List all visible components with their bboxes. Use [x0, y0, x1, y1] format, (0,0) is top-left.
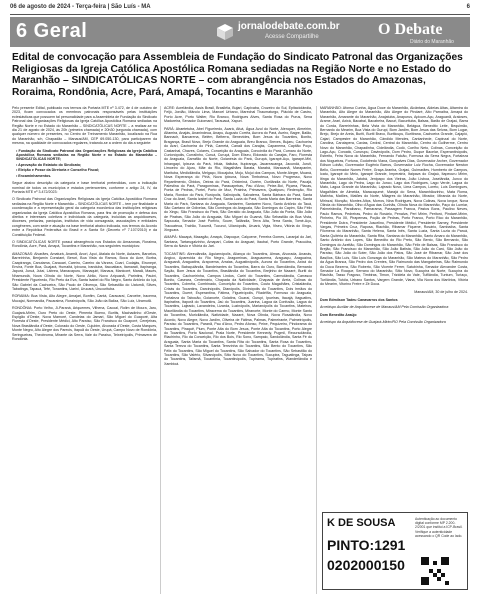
section-title: 6 Geral — [16, 20, 88, 42]
agenda-list — [16, 149, 157, 178]
signatory-role: Arcebispo Auxiliar de Arquidiocese de Manaus/AM Pela Comissão Organizadora — [320, 305, 449, 310]
paragraph: O Sindicato Patronal das Organizações Religiosas da Igreja Católica Apostólica Romana sediadas na Região Norte e Maranhão – SINDICATÓLICAS NORTE – tem por finalidade a coordenação e a representação geral da categoria econômica das instituições religiosas organizadas da Igreja Católica Apostólica Romana, para fins de promoção e defesa dos direitos e interesses coletivos e individuais da categoria, incluídas as arquidioceses, dioceses, prelazias, paróquias, institutos de vida consagrada, associações e entidades congêneres, com sede e atuação na base territorial abaixo indicada, nos termos do Acordo entre a República Federativa do Brasil e a Santa Sé (Decreto nº 7.107/2010) e da Constituição Federal. — [12, 197, 157, 237]
place-date: Manaus/AM, 30 de julho de 2024. — [414, 289, 468, 294]
article-column-3 — [320, 106, 468, 508]
paragraph-amazonas: AMAZONAS: Alvarães, Amaturá, Anamã, Anori, Apuí, Atalaia do Norte, Autazes, Barcelos, Barreirinha, Benjamin Constant, Beruri, Boa Vista do Ramos, Boca do Acre, Borba, Caapiranga, Canutama, Carauari, Careiro, Careiro da Várzea, Coari, Codajás, Eirunepé, Envira, Fonte Boa, Guajará, Humaitá, Ipixuna, Iranduba, Itacoatiara, Itamarati, Itapiranga, Japurá, Juruá, Jutaí, Lábrea, Manacapuru, Manaquiri, Manaus, Manicoré, Maraã, Maués, Nhamundá, Nova Olinda do Norte, Novo Airão, Novo Aripuanã, Parintins, Pauini, Presidente Figueiredo, Rio Preto da Eva, Santa Isabel do Rio Negro, Santo Antônio do Içá, São Gabriel da Cachoeira, São Paulo de Olivença, São Sebastião do Uatumã, Silves, Tabatinga, Tapauá, Tefé, Tonantins, Uarini, Urucará, Urucurituba. — [12, 251, 157, 292]
paragraph-tocantins: TOCANTINS: Abreulândia, Aguiarnópolis, Aliança do Tocantins, Almas, Alvorada, Ananás, Angico, Aparecida do Rio Negro, Aragominas, Araguacema, Araguaçu, Araguaína, Araguanã, Araguatins, Arapoema, Arraias, Augustinópolis, Aurora do Tocantins, Axixá do Tocantins, Babaçulândia, Bandeirantes do Tocantins, Barra do Ouro, Barrolândia, Bernardo Sayão, Bom Jesus do Tocantins, Brasilândia do Tocantins, Brejinho de Nazaré, Buriti do Tocantins, Cachoeirinha, Campos Lindos, Cariri do Tocantins, Carmolândia, Carrasco Bonito, Caseara, Centenário, Chapada da Natividade, Chapada de Areia, Colinas do Tocantins, Colméia, Combinado, Conceição do Tocantins, Couto Magalhães, Cristalândia, Crixás do Tocantins, Darcinópolis, Dianópolis, Divinópolis do Tocantins, Dois Irmãos do Tocantins, Dueré, Esperantina, Fátima, Figueirópolis, Filadélfia, Formoso do Araguaia, Fortaleza do Tabocão, Goianorte, Goiatins, Guaraí, Gurupi, Ipueiras, Itacajá, Itaguatins, Itapiratins, Itaporã do Tocantins, Jaú do Tocantins, Juarina, Lagoa da Confusão, Lagoa do Tocantins, Lajeado, Lavandeira, Lizarda, Luzinópolis, Marianópolis do Tocantins, Mateiros, Maurilândia do Tocantins, Miracema do Tocantins, Miranorte, Monte do Carmo, Monte Santo do Tocantins, Muricilândia, Natividade, Nazaré, Nova Olinda, Nova Rosalândia, Novo Acordo, Novo Alegre, Novo Jardim, Oliveira de Fátima, Palmas, Palmeirante, Palmeirópolis, Paraíso do Tocantins, Paranã, Pau d'Arco, Pedro Afonso, Peixe, Pequizeiro, Pindorama do Tocantins, Piraquê, Pium, Ponte Alta do Bom Jesus, Ponte Alta do Tocantins, Porto Alegre do Tocantins, Porto Nacional, Praia Norte, Presidente Kennedy, Pugmil, Recursolândia, Riachinho, Rio da Conceição, Rio dos Bois, Rio Sono, Sampaio, Sandolândia, Santa Fé do Araguaia, Santa Maria do Tocantins, Santa Rita do Tocantins, Santa Rosa do Tocantins, Santa Tereza do Tocantins, Santa Terezinha do Tocantins, São Bento do Tocantins, São Félix do Tocantins, São Miguel do Tocantins, São Salvador do Tocantins, São Sebastião do Tocantins, São Valério, Silvanópolis, Sítio Novo do Tocantins, Sucupira, Taguatinga, Taipas do Tocantins, Talismã, Tocantínia, Tocantinópolis, Tupirama, Tupiratins, Wanderlândia e Xambioá. — [164, 251, 312, 366]
top-bar — [10, 4, 470, 14]
article-column-2 — [164, 106, 312, 594]
signatory-name: Dom Benedito Araújo — [320, 312, 357, 317]
paragraph-acre: ACRE: Acrelândia, Assis Brasil, Brasiléia, Bujari, Capixaba, Cruzeiro do Sul, Epitaciolândia, Feijó, Jordão, Mâncio Lima, Manoel Urbano, Marechal Thaumaturgo, Plácido de Castro, Porto Acre, Porto Walter, Rio Branco, Rodrigues Alves, Santa Rosa do Purus, Sena Madureira, Senador Guiomard, Tarauacá, Xapuri. — [164, 106, 312, 124]
agenda-item: • Aprovação do Estatuto do Sindicato; — [16, 163, 157, 167]
paragraph: O SINDICATÓLICAS NORTE possui abrangência nos Estados do Amazonas, Roraima, Rondônia, Acre, Pará, Amapá, Tocantins e Maranhão, nos seguintes municípios: — [12, 239, 157, 249]
paragraph-para: PARÁ: Abaetetuba, Abel Figueiredo, Acará, Afuá, Água Azul do Norte, Alenquer, Almeirim, Altamira, Anajás, Ananindeua, Anapu, Augusto Corrêa, Aurora do Pará, Aveiro, Bagre, Baião, Bannach, Barcarena, Belém, Belterra, Benevides, Bom Jesus do Tocantins, Bonito, Bragança, Brasil Novo, Brejo Grande do Araguaia, Breu Branco, Breves, Bujaru, Cachoeira do Arari, Cachoeira do Piriá, Cametá, Canaã dos Carajás, Capanema, Capitão Poço, Castanhal, Chaves, Colares, Conceição do Araguaia, Concórdia do Pará, Cumaru do Norte, Curionópolis, Curralinho, Curuá, Curuçá, Dom Eliseu, Eldorado do Carajás, Faro, Floresta do Araguaia, Garrafão do Norte, Goianésia do Pará, Gurupá, Igarapé-Açu, Igarapé-Miri, Inhangapi, Ipixuna do Pará, Irituia, Itaituba, Itupiranga, Jacareacanga, Jacundá, Juruti, Limoeiro do Ajuru, Mãe do Rio, Magalhães Barata, Marabá, Maracanã, Marapanim, Marituba, Medicilândia, Melgaço, Mocajuba, Moju, Mojuí dos Campos, Monte Alegre, Muaná, Nova Esperança do Piriá, Nova Ipixuna, Nova Timboteua, Novo Progresso, Novo Repartimento, Óbidos, Oeiras do Pará, Oriximiná, Ourém, Ourilândia do Norte, Pacajá, Palestina do Pará, Paragominas, Parauapebas, Pau d'Arco, Peixe-Boi, Piçarra, Placas, Ponta de Pedras, Portel, Porto de Moz, Prainha, Primavera, Quatipuru, Redenção, Rio Maria, Rondon do Pará, Rurópolis, Salinópolis, Salvaterra, Santa Bárbara do Pará, Santa Cruz do Arari, Santa Izabel do Pará, Santa Luzia do Pará, Santa Maria das Barreiras, Santa Maria do Pará, Santana do Araguaia, Santarém, Santarém Novo, Santo Antônio do Tauá, São Caetano de Odivelas, São Domingos do Araguaia, São Domingos do Capim, São Félix do Xingu, São Francisco do Pará, São Geraldo do Araguaia, São João da Ponta, São João de Pirabas, São João do Araguaia, São Miguel do Guamá, São Sebastião da Boa Vista, Sapucaia, Senador José Porfírio, Soure, Tailândia, Terra Alta, Terra Santa, Tomé-Açu, Tracuateua, Trairão, Tucumã, Tucuruí, Ulianópolis, Uruará, Vigia, Viseu, Vitória do Xingu, Xinguara. — [164, 126, 312, 232]
section-header — [10, 17, 470, 47]
newspaper-logo: O Debate — [378, 21, 443, 38]
intro-paragraph: Pelo presente Edital, publicado nos termos da Portaria MTE nº 3.472, de 4 de outubro de 2023, ficam convocados os membros patronais responsáveis pelas instituições eclesiásticas que possuem tal personalidade para a Assembleia de Fundação do Sindicato Patronal das Organizações Religiosas da Igreja Católica Apostólica Romana sediadas na Região Norte e no Estado do Maranhão – SINDICATÓLICAS NORTE – a realizar-se no dia 21 de agosto de 2024, às 20h (primeira chamada) e 20h30 (segunda chamada), com qualquer número de presentes, no Centro de Treinamento Maranhão, localizado na Rua do Maranhão, s/n, Chapadão – Manaus/AM, CEP 69.050-130, para participarem da mesma, na qualidade de convocados regulares, tratando-se a ordem do dia a seguinte: — [12, 106, 157, 146]
qr-code-icon[interactable] — [421, 557, 449, 585]
paragraph-maranhao: MARANHÃO: Afonso Cunha, Água Doce do Maranhão, Alcântara, Aldeias Altas, Altamira do Maranhão, Alto Alegre do Maranhão, Alto Alegre do Pindaré, Alto Parnaíba, Amapá do Maranhão, Amarante do Maranhão, Anajatuba, Anapurus, Apicum-Açu, Araguanã, Araioses, Arame, Arari, Axixá, Bacabal, Bacabeira, Bacuri, Bacurituba, Balsas, Barão de Grajaú, Barra do Corda, Barreirinhas, Bela Vista do Maranhão, Belágua, Benedito Leite, Bequimão, Bernardo do Mearim, Boa Vista do Gurupi, Bom Jardim, Bom Jesus das Selvas, Bom Lugar, Brejo, Brejo de Areia, Buriti, Buriti Bravo, Buriticupu, Buritirana, Cachoeira Grande, Cajapió, Cajari, Campestre do Maranhão, Cândido Mendes, Cantanhede, Capinzal do Norte, Carolina, Carutapera, Caxias, Cedral, Central do Maranhão, Centro do Guilherme, Centro Novo do Maranhão, Chapadinha, Cidelândia, Codó, Coelho Neto, Colinas, Conceição do Lago-Açu, Coroatá, Cururupu, Davinópolis, Dom Pedro, Duque Bacelar, Esperantinópolis, Estreito, Feira Nova do Maranhão, Fernando Falcão, Formosa da Serra Negra, Fortaleza dos Nogueiras, Fortuna, Godofredo Viana, Gonçalves Dias, Governador Archer, Governador Edison Lobão, Governador Eugênio Barros, Governador Luiz Rocha, Governador Newton Bello, Governador Nunes Freire, Graça Aranha, Grajaú, Guimarães, Humberto de Campos, Icatu, Igarapé do Meio, Igarapé Grande, Imperatriz, Itaipava do Grajaú, Itapecuru Mirim, Itinga do Maranhão, Jatobá, Jenipapo dos Vieiras, João Lisboa, Joselândia, Junco do Maranhão, Lago da Pedra, Lago do Junco, Lago dos Rodrigues, Lago Verde, Lagoa do Mato, Lagoa Grande do Maranhão, Lajeado Novo, Lima Campos, Loreto, Luís Domingues, Magalhães de Almeida, Maracaçumé, Marajá do Sena, Maranhãozinho, Mata Roma, Matinha, Matões, Matões do Norte, Milagres do Maranhão, Mirador, Miranda do Norte, Mirinzal, Monção, Montes Altos, Morros, Nina Rodrigues, Nova Colinas, Nova Iorque, Nova Olinda do Maranhão, Olho d'Água das Cunhãs, Olinda Nova do Maranhão, Paço do Lumiar, Palmeirândia, Paraibano, Parnarama, Passagem Franca, Pastos Bons, Paulino Neves, Paulo Ramos, Pedreiras, Pedro do Rosário, Penalva, Peri Mirim, Peritoró, Pindaré-Mirim, Pinheiro, Pio XII, Pirapemas, Poção de Pedras, Porto Franco, Porto Rico do Maranhão, Presidente Dutra, Presidente Juscelino, Presidente Médici, Presidente Sarney, Presidente Vargas, Primeira Cruz, Raposa, Riachão, Ribamar Fiquene, Rosário, Sambaíba, Santa Filomena do Maranhão, Santa Helena, Santa Inês, Santa Luzia, Santa Luzia do Paruá, Santa Quitéria do Maranhão, Santa Rita, Santana do Maranhão, Santo Amaro do Maranhão, Santo Antônio dos Lopes, São Benedito do Rio Preto, São Bento, São Bernardo, São Domingos do Azeitão, São Domingos do Maranhão, São Félix de Balsas, São Francisco do Brejão, São Francisco do Maranhão, São João Batista, São João do Carú, São João do Paraíso, São João do Soter, São João dos Patos, São José de Ribamar, São José dos Basílios, São Luís, São Luís Gonzaga do Maranhão, São Mateus do Maranhão, São Pedro da Água Branca, São Pedro dos Crentes, São Raimundo das Mangabeiras, São Raimundo do Doca Bezerra, São Roberto, São Vicente Ferrer, Satubinha, Senador Alexandre Costa, Senador La Rocque, Serrano do Maranhão, Sítio Novo, Sucupira do Norte, Sucupira do Riachão, Tasso Fragoso, Timbiras, Timon, Trizidela do Vale, Tufilândia, Tuntum, Turiaçu, Turilândia, Tutóia, Urbano Santos, Vargem Grande, Viana, Vila Nova dos Martírios, Vitória do Mearim, Vitorino Freire e Zé Doca. — [320, 106, 468, 287]
cube-logo-icon — [216, 23, 234, 41]
article-column-1 — [12, 106, 157, 594]
agenda-item: • Eleição e Posse da Diretoria e Conselho Fiscal; — [16, 168, 157, 172]
site-link[interactable]: jornalodebate.com.br — [238, 21, 340, 32]
stamp-text: Autenticação ao documento digital conforme MP 2.200-2/2001 que institui a ICP-Brasil. Verifique a autenticidade acessando o QR Code ao lado. — [415, 517, 463, 538]
site-tagline: Acesse Compartilhe — [265, 34, 319, 40]
stamp-code-1: PINTO:1291 — [327, 537, 406, 553]
signatory-name: Dom Edmilson Tadeu Canavarros dos Santos — [320, 298, 398, 303]
agenda-item: • Fundação do Sindicato Patronal das Organizações Religiosas da Igreja Católica Apostólica Romana sediadas na Região Norte e no Estado do Maranhão – SINDICATÓLICAS NORTE; — [16, 149, 157, 162]
paragraph-rondonia: RONDÔNIA: Porto Velho, Ji-Paraná, Ariquemes, Vilhena, Cacoal, Rolim de Moura, Jaru, Guajará-Mirim, Ouro Preto do Oeste, Pimenta Bueno, Buritis, Machadinho d'Oeste, Espigão d'Oeste, Nova Mamoré, Candeias do Jamari, São Miguel do Guaporé, Alta Floresta d'Oeste, Presidente Médici, Alto Paraíso, São Francisco do Guaporé, Cerejeiras, Nova Brasilândia d'Oeste, Colorado do Oeste, Cujubim, Alvorada d'Oeste, Costa Marques, Monte Negro, Alto Alegre dos Parecis, Itapuã do Oeste, Urupá, Campo Novo de Rondônia, Seringueiras, Theobroma, Mirante da Serra, Vale do Paraíso, Teixeirópolis, Primavera de Rondônia. — [12, 306, 157, 342]
top-rule — [10, 14, 470, 15]
article-headline: Edital de convocação para Assembleia de Fundação do Sindicato Patronal das Organizações Religiosas da Igreja Católica Apostólica Romana sediadas na Região Norte e no Estado do Maranhão – SINDICATÓLICAS NORTE – com abrangência nos Estados do Amazonas, Roraima, Rondônia, Acre, Pará, Amapá, Tocantins e Maranhão — [12, 52, 463, 98]
paragraph-roraima: RORAIMA: Boa Vista, Alto Alegre, Amajari, Bonfim, Cantá, Caracaraí, Caroebe, Iracema, Mucajaí, Normandia, Pacaraima, Rorainópolis, São João da Baliza, São Luiz, Uiramutã. — [12, 294, 157, 303]
stamp-code-2: 0202000150 — [327, 557, 405, 573]
stamp-name: K DE SOUSA — [327, 517, 396, 529]
column-divider — [160, 106, 161, 594]
paragraph: Segue abaixo descrição da categoria e base territorial pretendidas, com a indicação nominal de todos os municípios e estados pertencentes, conforme o artigo 24, IV, da Portaria MTE nº 3.472/2023: — [12, 181, 157, 194]
column-divider — [316, 106, 317, 594]
page-number: 6 — [466, 4, 470, 10]
signatory-role: Arcebispo da Arquidiocese de Guajará-Mirim/RO Pela Comissão Organizadora — [320, 320, 446, 325]
agenda-item: • Encaminhamentos. — [16, 174, 157, 178]
dateline: 06 de agosto de 2024 - Terça-feira | São Luís - MA — [10, 4, 151, 10]
authentication-stamp — [322, 512, 468, 590]
newspaper-tagline: Diário do Maranhão — [410, 39, 454, 45]
paragraph-amapa: AMAPÁ: Macapá, Mazagão, Amapá, Oiapoque, Calçoene, Ferreira Gomes, Laranjal do Jari, Santana, Tartarugalzinho, Amapari, Cutias do Araguari, Itaubal, Porto Grande, Pracuúba, Serra do Navio e Vitória do Jari. — [164, 235, 312, 249]
